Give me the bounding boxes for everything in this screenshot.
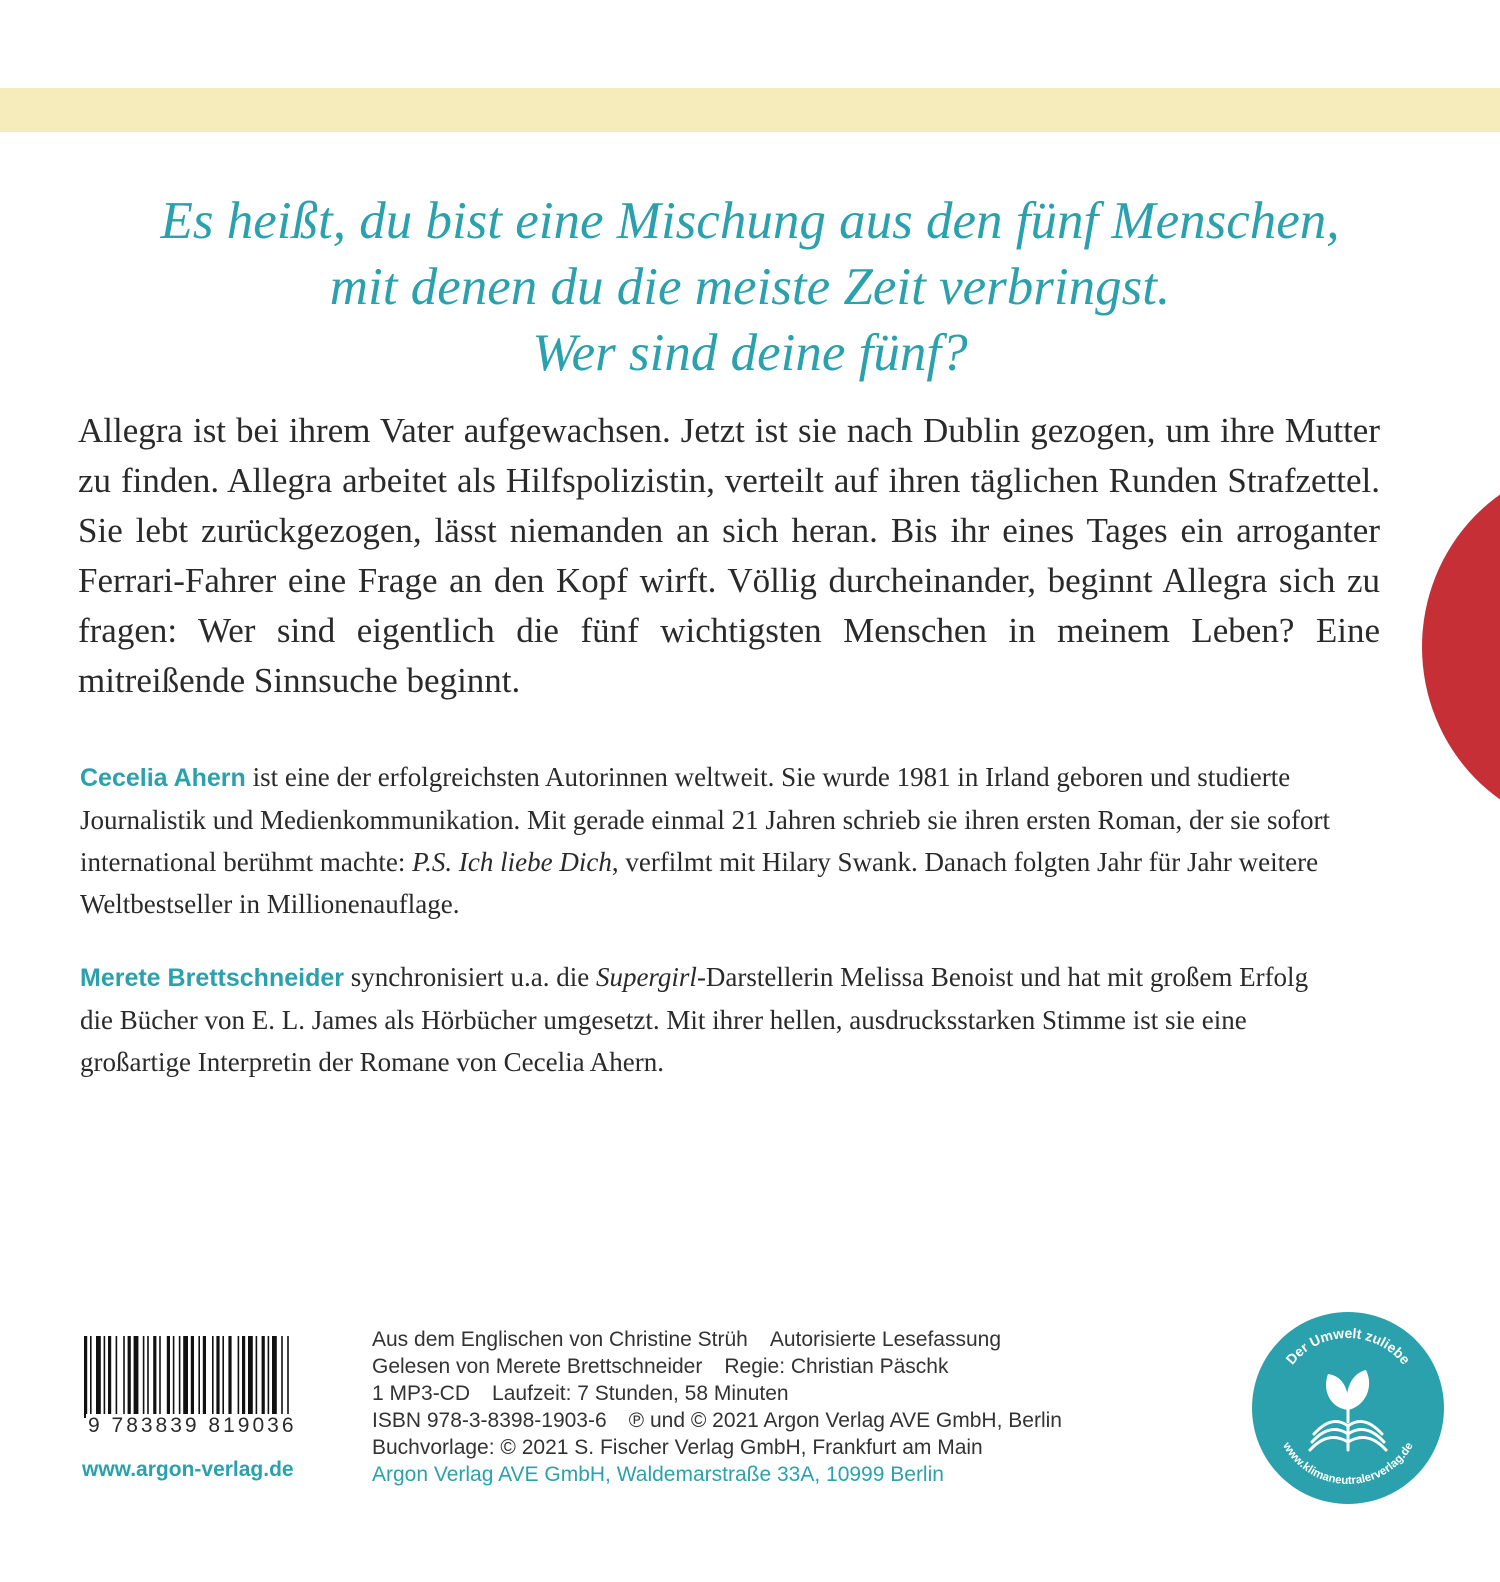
barcode-bar [123, 1336, 125, 1418]
barcode-bar [96, 1336, 101, 1418]
barcode-bar [238, 1336, 240, 1418]
barcode-bar [134, 1336, 139, 1418]
eco-badge-bottom-text: www.klimaneutralerverlag.de [1280, 1440, 1416, 1488]
publisher-website[interactable]: www.argon-verlag.de [82, 1458, 294, 1481]
credit-format: 1 MP3-CD [372, 1382, 471, 1405]
barcode-bar [167, 1336, 170, 1418]
author-bio-text-2: , verfilmt mit Hilary Swank. Danach folgten Jahr für Jahr weitere Weltbestseller in Millionenauflage. [80, 847, 1319, 919]
barcode-bar [143, 1336, 145, 1418]
barcode-bar [153, 1336, 156, 1418]
narrator-bio [80, 956, 1340, 1083]
credit-copyright: ℗ und © 2021 Argon Verlag AVE GmbH, Berlin [628, 1409, 1062, 1432]
barcode-bar [179, 1336, 181, 1418]
barcode-bar [203, 1336, 206, 1418]
author-book-title: P.S. Ich liebe Dich [412, 847, 612, 877]
barcode-bar [281, 1336, 283, 1418]
eco-badge [1250, 1310, 1446, 1506]
barcode-bars [82, 1336, 344, 1418]
barcode-bar [287, 1336, 289, 1418]
credit-publisher-address: Argon Verlag AVE GmbH, Waldemarstraße 33A, 10999 Berlin [372, 1463, 944, 1486]
author-bio-text-1: ist eine der erfolgreichsten Autorinnen weltweit. Sie wurde 1981 in Irland geboren und studierte Journalistik und Medienkommunikation. Mit gerade einmal 21 Jahren schrieb sie ihren ersten Roman, der sie sofort international berühmt machte: [80, 762, 1330, 877]
red-circle-decoration [1422, 462, 1500, 832]
barcode-bar [90, 1336, 92, 1418]
author-bio [80, 756, 1340, 925]
credit-translation: Aus dem Englischen von Christine Strüh [372, 1328, 748, 1351]
narrator-show-title: Supergirl [595, 962, 697, 992]
eco-badge-graphic [1250, 1310, 1446, 1506]
credit-runtime: Laufzeit: 7 Stunden, 58 Minuten [492, 1382, 789, 1405]
tagline-line-2: mit denen du die meiste Zeit verbringst. [329, 258, 1171, 316]
barcode-bar [268, 1336, 270, 1418]
narrator-bio-text-1: synchronisiert u.a. die [343, 962, 596, 992]
eco-badge-top-text: Der Umwelt zuliebe [1282, 1324, 1414, 1368]
narrator-name: Merete Brettschneider [80, 964, 344, 992]
barcode-bar [128, 1336, 131, 1418]
barcode-bar [262, 1336, 265, 1418]
barcode-bar [212, 1336, 214, 1418]
barcode-bar [272, 1336, 277, 1418]
barcode-bar [222, 1336, 224, 1418]
barcode-bar [242, 1336, 245, 1418]
narrator-bio-text-2: -Darstellerin Melissa Benoist und hat mit großem Erfolg die Bücher von E. L. James als Hörbücher umgesetzt. Mit ihrer hellen, ausdrucksstarken Stimme ist sie eine großartige Interpretin der Romane von Cecelia Ahern. [80, 962, 1309, 1077]
barcode-bar [216, 1336, 219, 1418]
credit-director: Regie: Christian Päschk [724, 1355, 949, 1378]
barcode-bar [191, 1336, 194, 1418]
barcode-bar [159, 1336, 161, 1418]
credit-edition: Autorisierte Lesefassung [769, 1328, 1001, 1351]
barcode-bar [108, 1336, 111, 1418]
barcode-bar [248, 1336, 253, 1418]
barcode-bar [198, 1336, 200, 1418]
tagline-line-1: Es heißt, du bist eine Mischung aus den fünf Menschen, [160, 192, 1340, 250]
synopsis: Allegra ist bei ihrem Vater aufgewachsen. Jetzt ist sie nach Dublin gezogen, um ihre Mutter zu finden. Allegra arbeitet als Hilfspolizistin, verteilt auf ihren täglichen Runden Strafzettel. Sie lebt zurückgezogen, lässt niemanden an sich heran. Bis ihr eines Tages ein arroganter Ferrari-Fahrer eine Frage an den Kopf wirft. Völlig durcheinander, beginnt Allegra sich zu fragen: Wer sind eigentlich die fünf wichtigsten Menschen in meinem Leben? Eine mitreißende Sinnsuche beginnt. [78, 411, 1380, 700]
barcode-bar [173, 1336, 175, 1418]
tagline [0, 188, 1500, 386]
barcode [82, 1336, 344, 1456]
tagline-line-3: Wer sind deine fünf? [532, 324, 968, 382]
credit-reader: Gelesen von Merete Brettschneider [372, 1355, 703, 1378]
barcode-digits: 9 783839 819036 [86, 1414, 338, 1438]
barcode-bar [147, 1336, 149, 1418]
barcode-bar [84, 1336, 87, 1418]
top-color-band [0, 88, 1500, 132]
barcode-bar [183, 1336, 188, 1418]
barcode-bar [116, 1336, 118, 1418]
credits-block [372, 1326, 1242, 1488]
credit-source: Buchvorlage: © 2021 S. Fischer Verlag GmbH, Frankfurt am Main [372, 1436, 983, 1459]
barcode-bar [256, 1336, 258, 1418]
author-name: Cecelia Ahern [80, 764, 246, 792]
credit-isbn: ISBN 978-3-8398-1903-6 [372, 1409, 607, 1432]
barcode-bar [228, 1336, 231, 1418]
barcode-bar [104, 1336, 106, 1418]
